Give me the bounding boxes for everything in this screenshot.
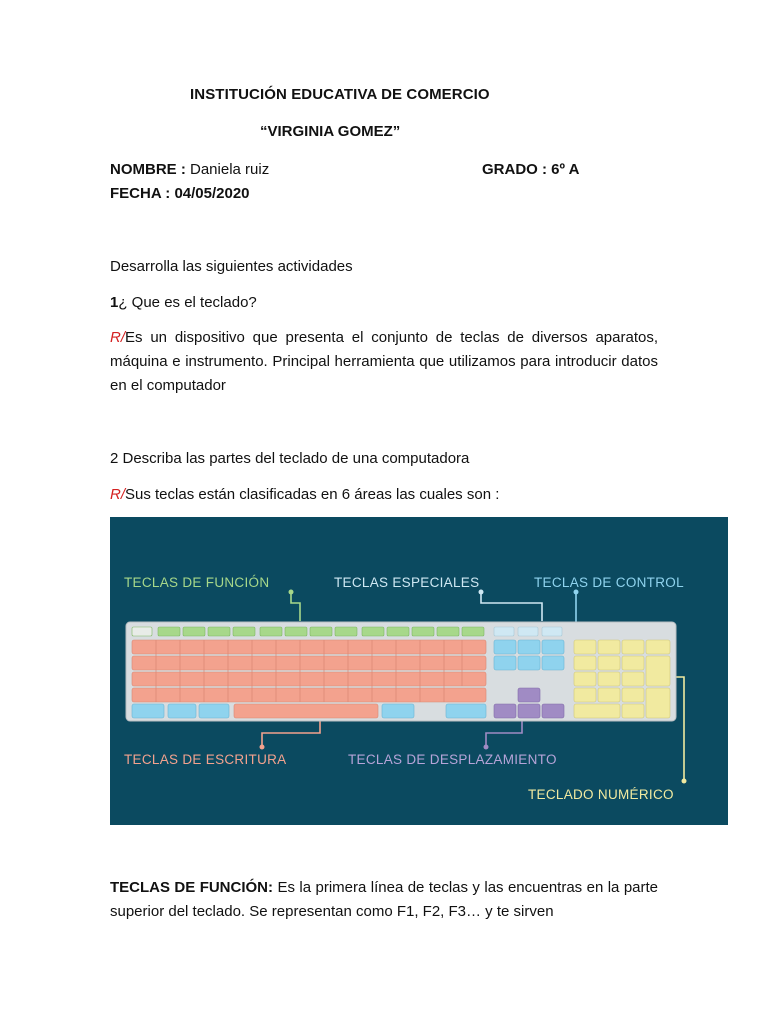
- label-numerico: TECLADO NUMÉRICO: [528, 787, 674, 802]
- answer-2-prefix: R/: [110, 486, 125, 503]
- label-funcion: TECLAS DE FUNCIÓN: [124, 575, 270, 590]
- section-funcion: [110, 876, 658, 924]
- label-control: TECLAS DE CONTROL: [534, 575, 684, 590]
- instructions: Desarrolla las siguientes actividades: [110, 258, 353, 275]
- label-especiales: TECLAS ESPECIALES: [334, 575, 480, 590]
- question-1: [110, 294, 257, 311]
- date-label: FECHA :: [110, 185, 171, 202]
- label-escritura: TECLAS DE ESCRITURA: [124, 752, 287, 767]
- keyboard-diagram: [110, 517, 728, 825]
- question-2: 2 Describa las partes del teclado de una computadora: [110, 450, 470, 467]
- question-1-number: 1: [110, 294, 119, 311]
- answer-2: [110, 486, 499, 503]
- keyboard-diagram-svg: [110, 517, 728, 825]
- school-name: “VIRGINIA GOMEZ”: [260, 123, 401, 140]
- section-funcion-text: Es la primera línea de teclas y las encuentras en la parte superior del teclado. Se representan como F1, F2, F3… y te sirven: [110, 879, 659, 920]
- question-1-text: ¿ Que es el teclado?: [118, 294, 257, 311]
- name-row: [110, 161, 269, 178]
- date-value: 04/05/2020: [174, 185, 250, 202]
- grade-value: 6º A: [551, 161, 580, 178]
- institution-title: INSTITUCIÓN EDUCATIVA DE COMERCIO: [190, 86, 490, 103]
- section-funcion-label: TECLAS DE FUNCIÓN:: [110, 879, 274, 896]
- answer-2-text: Sus teclas están clasificadas en 6 áreas las cuales son :: [125, 486, 500, 503]
- grade-label: GRADO :: [482, 161, 547, 178]
- answer-1-prefix: R/: [110, 329, 125, 346]
- name-label: NOMBRE :: [110, 161, 186, 178]
- label-desplazamiento: TECLAS DE DESPLAZAMIENTO: [348, 752, 557, 767]
- date-row: [110, 185, 250, 202]
- answer-1-text: Es un dispositivo que presenta el conjunto de teclas de diversos aparatos, máquina e instrumento. Principal herramienta que utilizamos para introducir datos en el computador: [110, 329, 658, 394]
- name-value: Daniela ruiz: [190, 161, 270, 178]
- grade-row: [482, 161, 579, 178]
- answer-1: [110, 326, 658, 398]
